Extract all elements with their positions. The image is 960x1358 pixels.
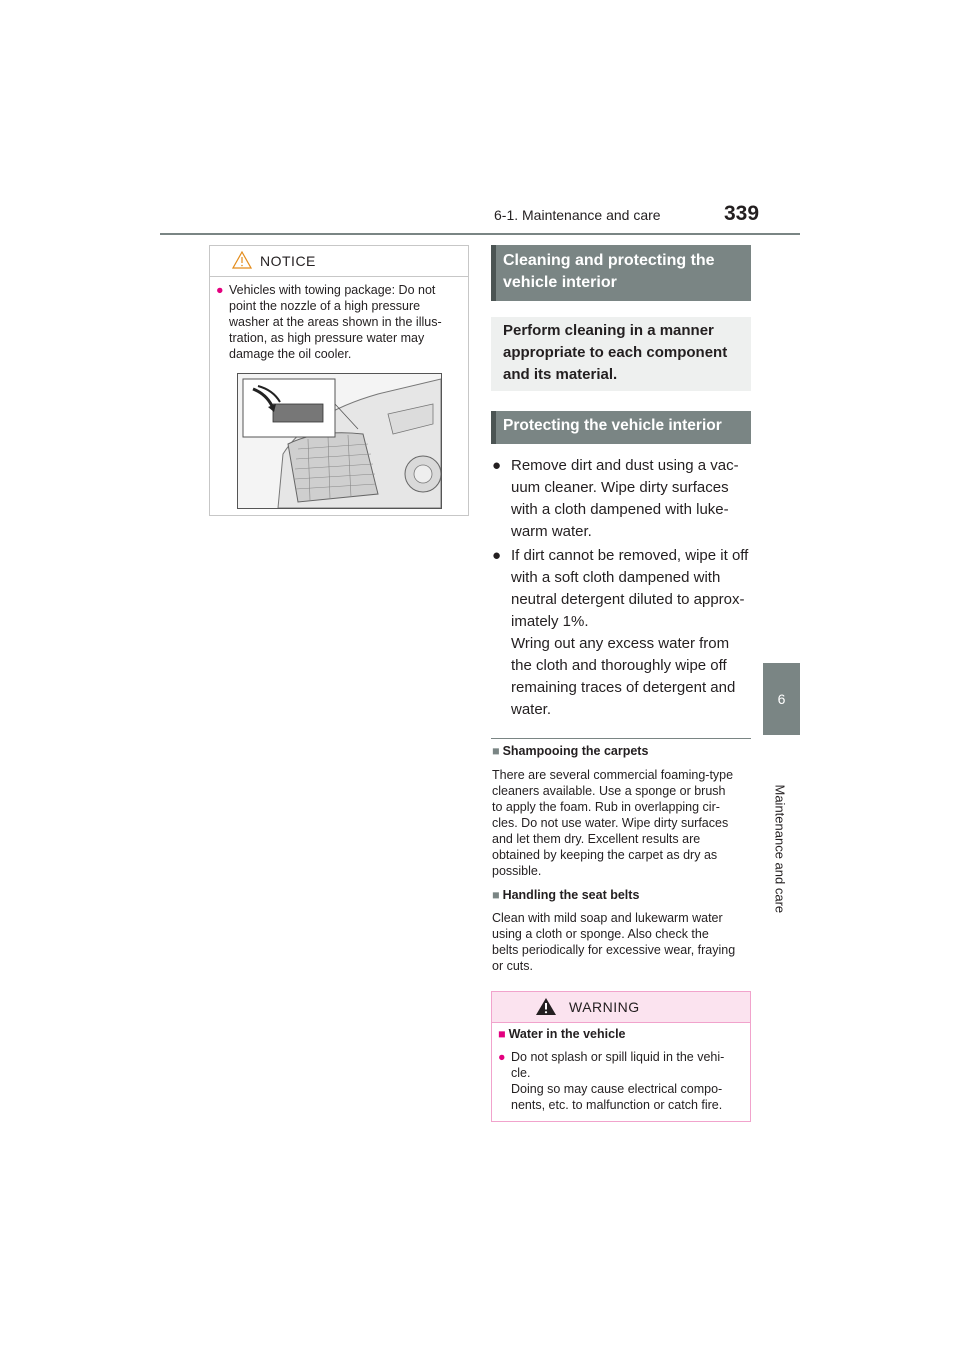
front-grille-illustration — [237, 373, 442, 509]
shampoo-paragraph — [492, 767, 754, 879]
paragraph-line: and let them dry. Excellent results are — [492, 832, 701, 846]
paragraph-line: obtained by keeping the carpet as dry as — [492, 848, 718, 862]
heading-accent-bar — [491, 411, 496, 444]
list-item-line: Wring out any excess water from — [511, 635, 730, 652]
seatbelt-title: Handling the seat belts — [502, 888, 640, 902]
paragraph-line: to apply the foam. Rub in overlapping cir- — [492, 800, 720, 814]
warning-line: Doing so may cause electrical compo- — [511, 1082, 723, 1096]
paragraph-line: using a cloth or sponge. Also check the — [492, 927, 709, 941]
seatbelt-heading — [492, 888, 639, 902]
divider — [491, 738, 751, 739]
notice-line: tration, as high pressure water may — [229, 331, 425, 345]
list-item — [492, 545, 754, 721]
list-item-line: water. — [511, 701, 552, 718]
notice-line: point the nozzle of a high pressure — [229, 299, 421, 313]
lead-line: Perform cleaning in a manner — [503, 322, 714, 339]
caution-triangle-icon — [232, 251, 252, 269]
paragraph-line: cleaners available. Use a sponge or brush — [492, 784, 726, 798]
lead-line: and its material. — [503, 366, 618, 383]
notice-title: NOTICE — [260, 253, 316, 269]
section-heading — [491, 245, 751, 301]
notice-box — [209, 245, 469, 516]
warning-header — [492, 992, 750, 1023]
chapter-side-label: Maintenance and care — [772, 784, 788, 914]
square-bullet-icon: ■ — [498, 1027, 506, 1041]
notice-line: damage the oil cooler. — [229, 347, 352, 361]
list-item-line: imately 1%. — [511, 613, 589, 630]
section-heading-text: Cleaning and protecting the vehicle interior — [503, 252, 715, 291]
paragraph-line: belts periodically for excessive wear, fraying — [492, 943, 736, 957]
notice-line: Vehicles with towing package: Do not — [229, 283, 436, 297]
bullet-dot-icon: ● — [216, 283, 224, 297]
notice-line: washer at the areas shown in the illus- — [229, 315, 442, 329]
paragraph-line: There are several commercial foaming-type — [492, 768, 734, 782]
bullet-dot-icon: ● — [498, 1050, 506, 1064]
list-item-line: Remove dirt and dust using a vac- — [511, 457, 739, 474]
warning-subheading — [498, 1027, 626, 1041]
warning-bullet — [498, 1049, 746, 1113]
paragraph-line: Clean with mild soap and lukewarm water — [492, 911, 723, 925]
lead-line: appropriate to each component — [503, 344, 728, 361]
square-bullet-icon: ■ — [492, 744, 500, 758]
warning-box — [491, 991, 751, 1122]
subsection-heading — [491, 411, 751, 444]
shampoo-heading — [492, 744, 648, 758]
header-rule — [160, 233, 800, 235]
subsection-heading-text: Protecting the vehicle interior — [503, 417, 722, 434]
list-item-line: neutral detergent diluted to approx- — [511, 591, 745, 608]
heading-accent-bar — [491, 245, 496, 301]
warning-subtitle: Water in the vehicle — [508, 1027, 626, 1041]
list-item-line: the cloth and thoroughly wipe off — [511, 657, 727, 674]
warning-line: nents, etc. to malfunction or catch fire. — [511, 1098, 723, 1112]
list-item-line: uum cleaner. Wipe dirty surfaces — [511, 479, 729, 496]
chapter-tab: 6 — [763, 663, 800, 735]
notice-bullet — [216, 282, 464, 362]
bullet-dot-icon: ● — [492, 457, 502, 474]
warning-triangle-icon — [535, 997, 557, 1016]
list-item — [492, 455, 754, 543]
paragraph-line: or cuts. — [492, 959, 533, 973]
list-item-line: warm water. — [511, 523, 592, 540]
list-item-line: If dirt cannot be removed, wipe it off — [511, 547, 749, 564]
paragraph-line: possible. — [492, 864, 542, 878]
section-title: 6-1. Maintenance and care — [494, 207, 661, 223]
seatbelt-paragraph — [492, 910, 754, 974]
bullet-dot-icon: ● — [492, 547, 502, 564]
paragraph-line: cles. Do not use water. Wipe dirty surfaces — [492, 816, 729, 830]
warning-title: WARNING — [569, 999, 640, 1015]
shampoo-title: Shampooing the carpets — [502, 744, 649, 758]
warning-line: cle. — [511, 1066, 531, 1080]
list-item-line: remaining traces of detergent and — [511, 679, 736, 696]
list-item-line: with a soft cloth dampened with — [511, 569, 721, 586]
page-number: 339 — [724, 202, 760, 225]
square-bullet-icon: ■ — [492, 888, 500, 902]
notice-header — [210, 246, 468, 277]
warning-line: Do not splash or spill liquid in the vehi- — [511, 1050, 725, 1064]
list-item-line: with a cloth dampened with luke- — [511, 501, 729, 518]
lead-text-box — [491, 317, 751, 391]
